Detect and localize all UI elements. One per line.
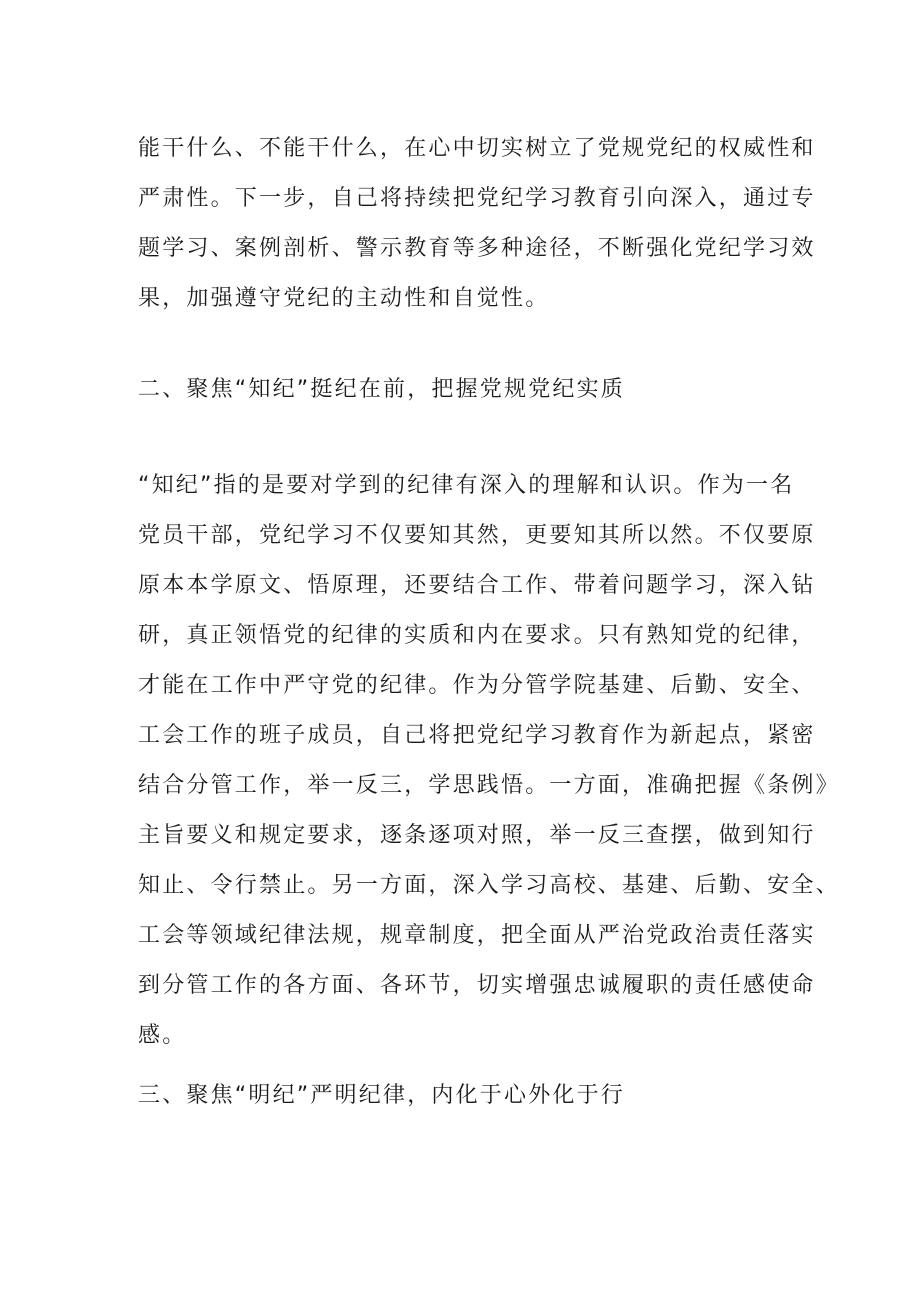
paragraph-2	[138, 461, 840, 1061]
paragraph-2-line-8: 主旨要义和规定要求，逐条逐项对照，举一反三查摆，做到知行	[138, 823, 816, 848]
section-heading-2-text: 二、聚焦“知纪”挺纪在前，把握党规党纪实质	[138, 377, 625, 402]
section-heading-3-text: 三、聚焦“明纪”严明纪律，内化于心外化于行	[138, 1083, 625, 1108]
paragraph-2-line-5: 才能在工作中严守党的纪律。作为分管学院基建、后勤、安全、	[138, 673, 816, 698]
section-heading-2	[138, 365, 798, 415]
section-heading-3	[138, 1071, 798, 1121]
paragraph-1	[138, 124, 816, 324]
paragraph-1-line-2: 严肃性。下一步，自己将持续把党纪学习教育引向深入，通过专	[138, 186, 816, 211]
paragraph-2-line-1: “知纪”指的是要对学到的纪律有深入的理解和认识。作为一名	[138, 473, 795, 498]
paragraph-2-line-10: 工会等领域纪律法规，规章制度，把全面从严治党政治责任落实	[138, 923, 816, 948]
paragraph-2-line-2: 党员干部，党纪学习不仅要知其然，更要知其所以然。不仅要原	[138, 523, 816, 548]
paragraph-1-line-3: 题学习、案例剖析、警示教育等多种途径，不断强化党纪学习效	[138, 236, 816, 261]
paragraph-1-line-1: 能干什么、不能干什么，在心中切实树立了党规党纪的权威性和	[138, 136, 816, 161]
paragraph-2-line-11: 到分管工作的各方面、各环节，切实增强忠诚履职的责任感使命	[138, 973, 816, 998]
paragraph-1-line-4: 果，加强遵守党纪的主动性和自觉性。	[138, 286, 550, 311]
paragraph-2-line-4: 研，真正领悟党的纪律的实质和内在要求。只有熟知党的纪律，	[138, 623, 816, 648]
paragraph-2-line-6: 工会工作的班子成员，自己将把党纪学习教育作为新起点，紧密	[138, 723, 816, 748]
paragraph-2-line-9: 知止、令行禁止。另一方面，深入学习高校、基建、后勤、安全、	[138, 873, 840, 898]
paragraph-2-line-7: 结合分管工作，举一反三，学思践悟。一方面，准确把握《条例》	[138, 773, 840, 798]
paragraph-2-line-12: 感。	[138, 1023, 187, 1048]
paragraph-2-line-3: 原本本学原文、悟原理，还要结合工作、带着问题学习，深入钻	[138, 573, 816, 598]
